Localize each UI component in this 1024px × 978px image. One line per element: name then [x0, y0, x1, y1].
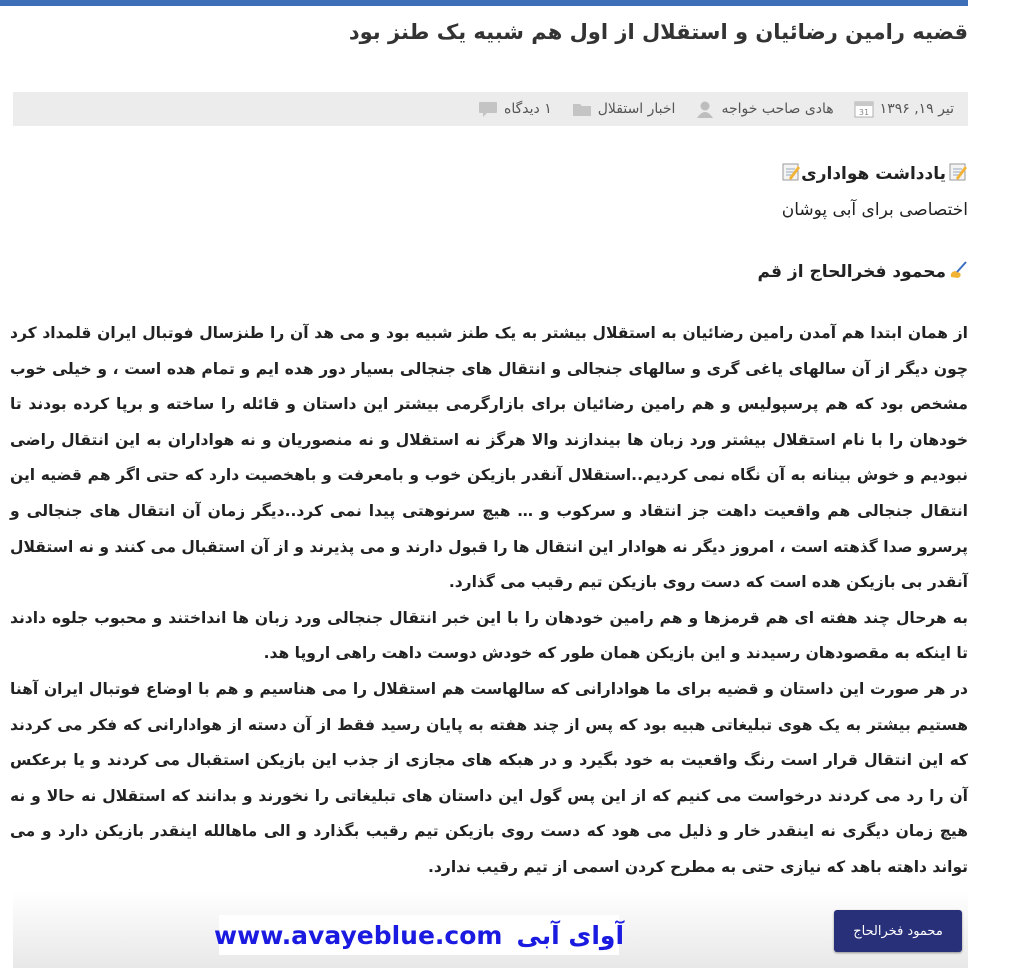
- calendar-icon: [854, 100, 874, 118]
- meta-comments-link[interactable]: ۱ دیدگاه: [504, 101, 552, 117]
- article-paragraph: در هر صورت این داستان و قضیه برای ما هوادارانی که سالهاست هم استقلال را می هناسیم و هم با اوضاع فوتبال ایران آهنا هستیم بیشتر به یک هوی تبلیغاتی هبیه بود که پس از چند هفته به پایان رسید فقط از آن دسته از هوادارانی که فکر می کردند که این انتقال قرار است رنگ واقعیت به خود بگیرد و در هبکه های مجازی از جذب این بازیکن استقبال می کردند و یا برعکس آن را رد می کردند درخواست می کنیم که از این پس گول این داستان های تبلیغاتی را نخورند و بدانند که استقلال نه حالا و نه هیچ زمان دیگری نه اینقدر خار و ذلیل می هود که دست روی بازیکن تیم رقیب بگذارد و الی ماهالله اینقدر بازیکن دارد و می تواند داهته باهد که نیازی حتی به مطرح کردن اسمی از تیم رقیب ندارد.: [10, 679, 968, 876]
- spacer: [10, 290, 968, 316]
- author-byline-text: محمود فخرالحاج از قم: [757, 262, 946, 282]
- article-content: [10, 156, 968, 886]
- watermark-url: www.avayeblue.com: [214, 920, 503, 950]
- article-paragraph: به هرحال چند هفته ای هم قرمزها و هم رامین خودهان را با این خبر انتقال جنجالی ورد زبان ها انداختند و محبوب جلوه دادند تا اینکه به مقصودهان رسیدند و این بازیکن همان طور که خودش دوست داهت راهی اروپا هد.: [10, 608, 968, 663]
- author-byline: [10, 254, 968, 290]
- meta-author[interactable]: [689, 100, 833, 118]
- article-page: [10, 6, 968, 970]
- meta-comments[interactable]: [472, 100, 552, 118]
- meta-category[interactable]: [566, 100, 676, 118]
- meta-date: [848, 100, 954, 118]
- memo-emoji-icon: [781, 162, 801, 182]
- folder-icon: [572, 100, 592, 118]
- article-meta-bar: [13, 92, 968, 126]
- svg-text:31: 31: [858, 108, 869, 117]
- spacer: [10, 228, 968, 254]
- meta-date-text: تیر ۱۹, ۱۳۹۶: [879, 101, 954, 117]
- article-paragraph: از همان ابتدا هم آمدن رامین رضائیان به استقلال بیشتر به یک طنز شبیه بود و می هد آن را طنزسال فوتبال ایران قلمداد کرد چون دیگر از آن سالهای یاغی گری و سالهای جنجالی و انتقال های جنجالی بسیار دور هده ایم و تمام هده است ، و خیلی خوب مشخص بود که هم پرسپولیس و هم رامین رضائیان برای بازارگرمی بیشتر این داستان و قائله را ساخته و برپا کرده بودند تا خودهان را با نام استقلال بیشتر ورد زبان ها بیندازند والا هرگز نه استقلال و نه منصوریان و نه هواداران به این انتقال راضی نبودیم و خوش بینانه به آن نگاه نمی کردیم..استقلال آنقدر بازیکن خوب و بامعرفت و باهخصیت دارد که حتی اگر هم قضیه این انتقال جنجالی هم واقعیت داهت جز انتقاد و سرکوب و … هیچ سرنوهتی پیدا نمی کرد..دیگر زمان آن انتقال های جنجالی و پرسرو صدا گذهته است ، امروز دیگر نه هوادار این انتقال ها را قبول دارند و می پذیرند و از آن استقبال می کنند و نه استقلال آنقدر بی بازیکن هده است که دست روی بازیکن تیم رقیب می گذارد.: [10, 324, 968, 592]
- fan-note-heading: [10, 156, 968, 192]
- exclusive-note: اختصاصی برای آبی پوشان: [781, 200, 968, 220]
- memo-emoji-icon: [948, 162, 968, 182]
- article-title[interactable]: قضیه رامین رضائیان و استقلال از اول هم شبیه یک طنز بود: [348, 20, 968, 44]
- comment-icon: [478, 100, 498, 118]
- writing-hand-emoji-icon: [948, 260, 968, 280]
- meta-author-link[interactable]: هادی صاحب خواجه: [721, 101, 834, 117]
- author-tag-button[interactable]: محمود فخرالحاج: [834, 910, 962, 952]
- user-icon: [695, 100, 715, 118]
- site-watermark: [214, 915, 625, 955]
- fan-note-label: یادداشت هواداری: [801, 164, 946, 184]
- watermark-brand: آوای آبی: [516, 920, 625, 950]
- meta-category-link[interactable]: اخبار استقلال: [597, 101, 676, 117]
- article-footer: [13, 890, 968, 968]
